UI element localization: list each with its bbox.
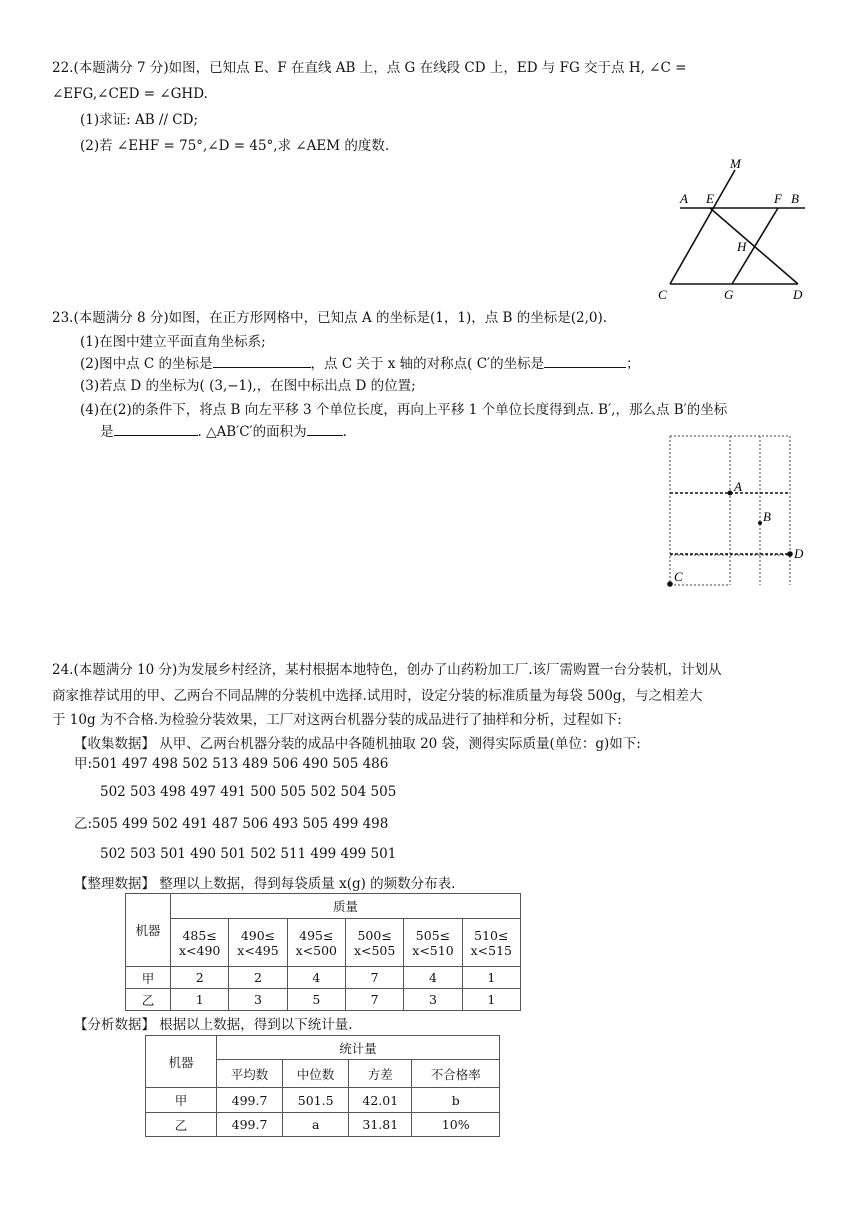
table-row (146, 1113, 500, 1137)
table-row (126, 989, 521, 1011)
grid-label-b: B (763, 509, 771, 524)
q24-line2: 商家推荐试用的甲、乙两台不同品牌的分装机中选择.试用时，设定分装的标准质量为每袋 500g，与之相差大 (52, 688, 703, 704)
bin-cell: 500≤ x<505 (345, 919, 403, 967)
stats-cell: 499.7 (217, 1113, 283, 1137)
stats-column-header: 方差 (349, 1060, 412, 1088)
freq-cell: 3 (229, 989, 287, 1011)
q23-line1: 23.(本题满分 8 分)如图，在正方形网格中，已知点 A 的坐标是(1，1)，点 B 的坐标是(2,0). (52, 310, 608, 326)
q23-part4-line2 (100, 420, 347, 444)
point-b (758, 521, 762, 525)
q23-part2-text-a: (2)图中点 C 的坐标是 (80, 356, 213, 372)
q22-line1: 22.(本题满分 7 分)如图，已知点 E、F 在直线 AB 上，点 G 在线段 CD 上，ED 与 FG 交于点 H, ∠C = (52, 60, 687, 76)
stats-cell: 31.81 (349, 1113, 412, 1137)
q24-collect-data: 【收集数据】 从甲、乙两台机器分装的成品中各随机抽取 20 袋，测得实际质量(单位：g)如下: (74, 736, 641, 752)
q23-part1: (1)在图中建立平面直角坐标系; (80, 334, 266, 350)
q24-line3: 于 10g 为不合格.为检验分装效果，工厂对这两台机器分装的成品进行了抽样和分析，过程如下: (52, 712, 622, 728)
point-c (667, 581, 673, 587)
q22-line2: ∠EFG,∠CED = ∠GHD. (52, 86, 208, 102)
q24-yi-data-1: 乙:505 499 502 491 487 506 493 505 499 498 (74, 816, 389, 832)
freq-cell: 1 (171, 989, 229, 1011)
label-f: F (774, 191, 782, 206)
q22-part2: (2)若 ∠EHF = 75°,∠D = 45°,求 ∠AEM 的度数. (80, 138, 390, 154)
freq-cell: 7 (345, 989, 403, 1011)
q23-part3: (3)若点 D 的坐标为( (3,−1),，在图中标出点 D 的位置; (80, 378, 416, 394)
q22-geometry-figure (650, 150, 820, 310)
freq-cell: 1 (462, 989, 520, 1011)
q23-coordinate-grid (660, 430, 810, 590)
stats-cell: a (283, 1113, 349, 1137)
q23-part4-text-c: . △AB′C′的面积为 (197, 424, 307, 440)
grid-label-c: C (674, 569, 683, 584)
answer-blank-c[interactable] (213, 353, 311, 368)
q23-part4-text-b: 是 (100, 424, 114, 440)
label-c: C (658, 287, 667, 302)
bin-cell: 490≤ x<495 (229, 919, 287, 967)
stats-cell: 501.5 (283, 1088, 349, 1113)
stats-cell: 10% (412, 1113, 500, 1137)
bin-cell: 510≤ x<515 (462, 919, 520, 967)
freq-quality-header: 质量 (171, 894, 521, 919)
freq-cell: 4 (404, 967, 462, 989)
label-d: D (793, 287, 803, 302)
label-m: M (730, 156, 741, 171)
row-label: 乙 (126, 989, 171, 1011)
bin-cell: 505≤ x<510 (404, 919, 462, 967)
q23-part4-text-d: . (342, 424, 347, 440)
stats-cell: 499.7 (217, 1088, 283, 1113)
stats-column-header: 不合格率 (412, 1060, 500, 1088)
point-a (728, 491, 733, 496)
freq-cell: 5 (287, 989, 345, 1011)
row-label: 乙 (146, 1113, 217, 1137)
label-h: H (737, 239, 747, 254)
bin-cell: 485≤ x<490 (171, 919, 229, 967)
q24-analyze-data: 【分析数据】 根据以上数据，得到以下统计量. (74, 1017, 353, 1033)
label-b: B (791, 191, 799, 206)
freq-cell: 7 (345, 967, 403, 989)
q23-part2-text-c: ； (626, 356, 640, 372)
q23-part2-text-b: ，点 C 关于 x 轴的对称点( C′的坐标是 (310, 356, 545, 372)
q24-jia-data-1: 甲:501 497 498 502 513 489 506 490 505 486 (74, 756, 389, 772)
answer-blank-c-prime[interactable] (544, 353, 626, 368)
grid-label-d: D (794, 546, 804, 561)
freq-cell: 2 (229, 967, 287, 989)
label-a: A (680, 191, 688, 206)
point-d (787, 551, 793, 557)
row-label: 甲 (126, 967, 171, 989)
row-label: 甲 (146, 1088, 217, 1113)
q24-line1: 24.(本题满分 10 分)为发展乡村经济，某村根据本地特色，创办了山药粉加工厂.该厂需购置一台分装机，计划从 (52, 662, 722, 678)
freq-cell: 2 (171, 967, 229, 989)
stats-header: 统计量 (217, 1036, 500, 1060)
freq-cell: 3 (404, 989, 462, 1011)
table-row (146, 1088, 500, 1113)
q24-jia-data-2: 502 503 498 497 491 500 505 502 504 505 (100, 784, 397, 800)
stats-column-header: 中位数 (283, 1060, 349, 1088)
label-g: G (724, 287, 734, 302)
table-row (126, 967, 521, 989)
statistics-table (145, 1035, 500, 1137)
q22-part1: (1)求证: AB // CD; (80, 112, 199, 128)
bin-cell: 495≤ x<500 (287, 919, 345, 967)
q24-organize-data: 【整理数据】 整理以上数据，得到每袋质量 x(g) 的频数分布表. (74, 876, 456, 892)
q24-yi-data-2: 502 503 501 490 501 502 511 499 499 501 (100, 846, 397, 862)
answer-blank-area[interactable] (307, 421, 343, 436)
freq-cell: 4 (287, 967, 345, 989)
stats-column-header: 平均数 (217, 1060, 283, 1088)
segment-ed (710, 208, 798, 284)
grid-label-a: A (734, 479, 742, 494)
frequency-table (125, 893, 521, 1011)
q23-part2 (80, 352, 640, 376)
freq-cell: 1 (462, 967, 520, 989)
stats-cell: b (412, 1088, 500, 1113)
freq-machine-header: 机器 (126, 894, 171, 967)
stats-cell: 42.01 (349, 1088, 412, 1113)
q23-part4-line1: (4)在(2)的条件下，将点 B 向左平移 3 个单位长度，再向上平移 1 个单位长度得到点. B′,，那么点 B′的坐标 (80, 402, 728, 418)
line-cm (670, 170, 735, 284)
label-e: E (706, 191, 714, 206)
answer-blank-b-prime[interactable] (114, 421, 198, 436)
stats-machine-header: 机器 (146, 1036, 217, 1088)
